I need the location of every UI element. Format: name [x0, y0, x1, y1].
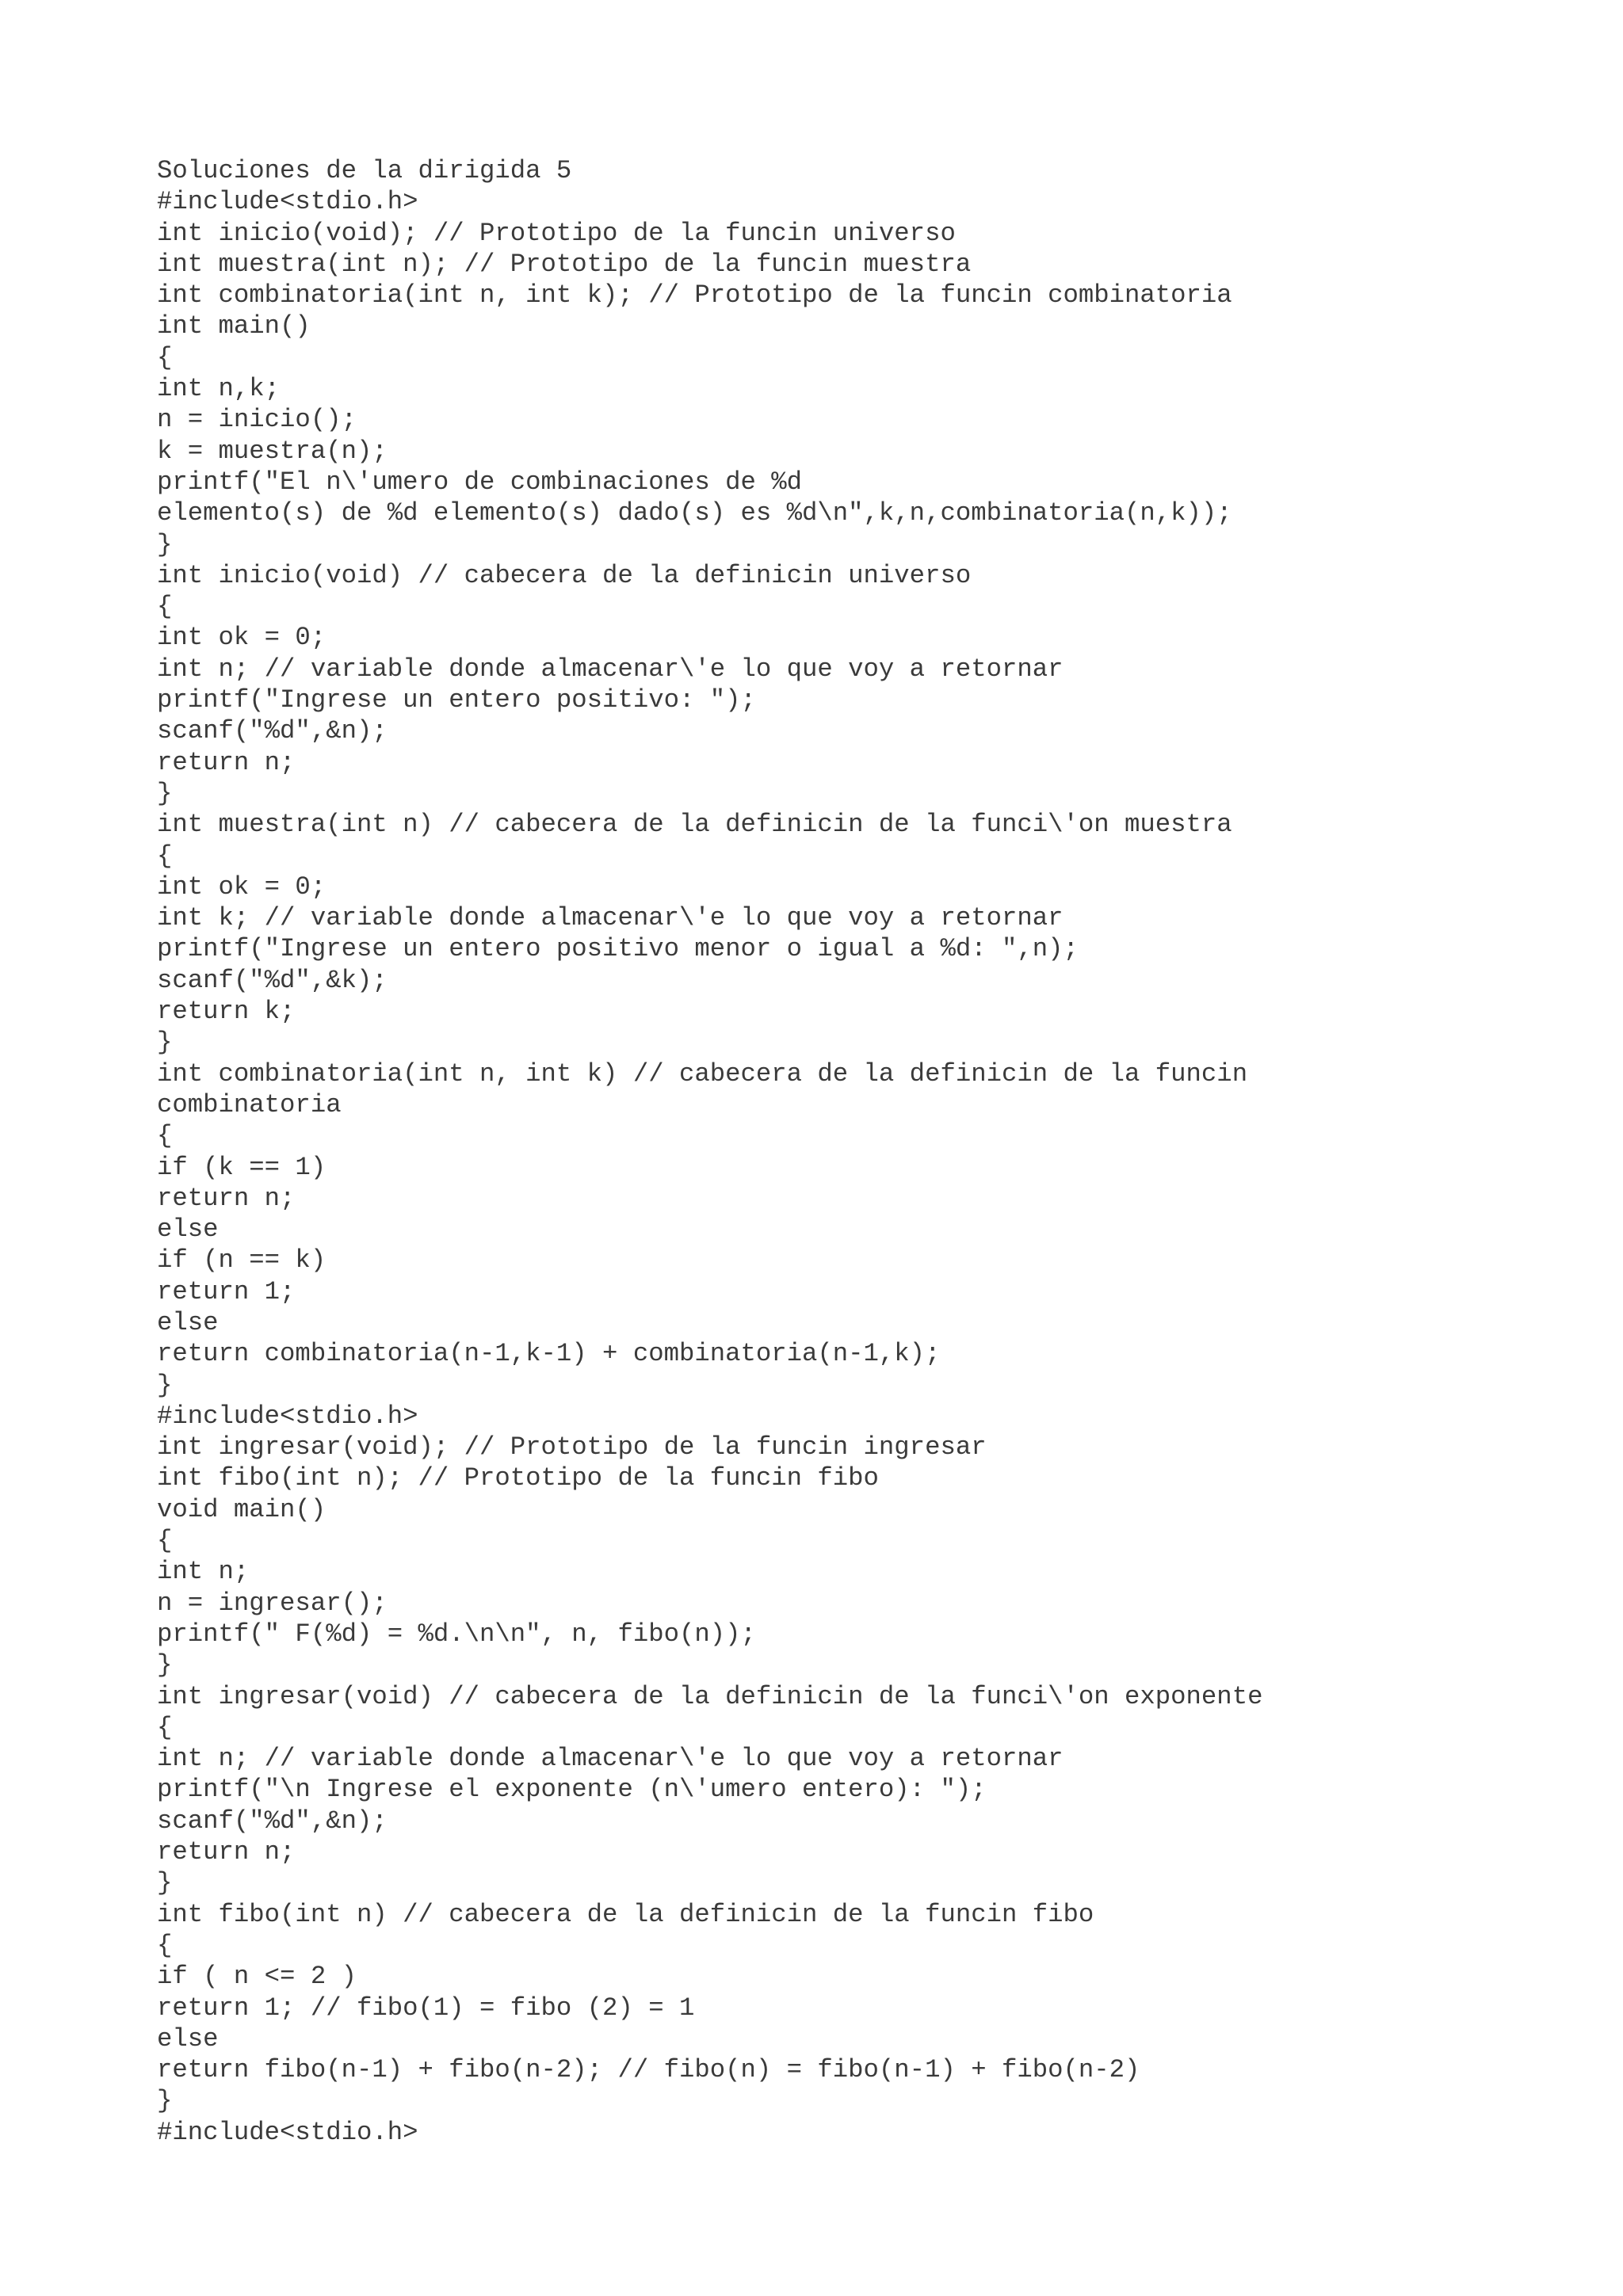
- code-line: {: [157, 1930, 173, 1960]
- code-line: if (n == k): [157, 1245, 327, 1276]
- code-line: int fibo(int n) // cabecera de la definicin de la funcin fibo: [157, 1899, 1094, 1929]
- code-line: printf("Ingrese un entero positivo menor o igual a %d: ",n);: [157, 934, 1079, 964]
- code-line: scanf("%d",&k);: [157, 965, 388, 995]
- code-line: return n;: [157, 1837, 296, 1867]
- code-line: {: [157, 1526, 173, 1556]
- code-line: #include<stdio.h>: [157, 1401, 418, 1431]
- code-line: else: [157, 2023, 219, 2054]
- code-line: combinatoria: [157, 1089, 342, 1119]
- code-line: }: [157, 1650, 173, 1680]
- code-line: int n,k;: [157, 374, 281, 404]
- code-line: return n;: [157, 747, 296, 777]
- code-line: int ingresar(void); // Prototipo de la funcin ingresar: [157, 1432, 987, 1463]
- code-line: elemento(s) de %d elemento(s) dado(s) es %d\n",k,n,combinatoria(n,k));: [157, 498, 1232, 528]
- code-line: printf("Ingrese un entero positivo: ");: [157, 685, 756, 715]
- document-title: Soluciones de la dirigida 5: [157, 156, 572, 185]
- code-line: int ok = 0;: [157, 871, 327, 902]
- code-line: return n;: [157, 1183, 296, 1213]
- code-line: scanf("%d",&n);: [157, 716, 388, 746]
- code-line: {: [157, 1121, 173, 1151]
- code-line: }: [157, 1868, 173, 1898]
- code-line: void main(): [157, 1494, 327, 1524]
- code-line: scanf("%d",&n);: [157, 1806, 388, 1836]
- code-line: }: [157, 2086, 173, 2116]
- code-line: int muestra(int n) // cabecera de la definicin de la funci\'on muestra: [157, 810, 1232, 840]
- code-line: k = muestra(n);: [157, 436, 388, 466]
- code-line: printf("El n\'umero de combinaciones de %d: [157, 467, 803, 497]
- code-line: printf(" F(%d) = %d.\n\n", n, fibo(n));: [157, 1619, 756, 1649]
- code-line: int n; // variable donde almacenar\'e lo que voy a retornar: [157, 654, 1064, 684]
- code-line: #include<stdio.h>: [157, 187, 418, 217]
- code-line: int combinatoria(int n, int k); // Prototipo de la funcin combinatoria: [157, 280, 1232, 311]
- code-line: n = ingresar();: [157, 1588, 388, 1618]
- code-line: {: [157, 1712, 173, 1742]
- code-line: {: [157, 592, 173, 622]
- code-line: }: [157, 778, 173, 808]
- code-line: if (k == 1): [157, 1152, 327, 1182]
- code-line: return combinatoria(n-1,k-1) + combinatoria(n-1,k);: [157, 1339, 941, 1369]
- code-line: {: [157, 342, 173, 372]
- code-line: #include<stdio.h>: [157, 2117, 418, 2147]
- code-line: }: [157, 1028, 173, 1058]
- code-line: else: [157, 1215, 219, 1245]
- code-line: return fibo(n-1) + fibo(n-2); // fibo(n) = fibo(n-1) + fibo(n-2): [157, 2055, 1140, 2085]
- code-line: }: [157, 1370, 173, 1400]
- code-line: int ingresar(void) // cabecera de la definicin de la funci\'on exponente: [157, 1681, 1263, 1711]
- code-line: if ( n <= 2 ): [157, 1962, 357, 1992]
- code-line: else: [157, 1307, 219, 1337]
- code-line: return 1; // fibo(1) = fibo (2) = 1: [157, 1993, 695, 2023]
- code-line: int inicio(void) // cabecera de la definicin universo: [157, 560, 972, 590]
- code-line: int muestra(int n); // Prototipo de la funcin muestra: [157, 249, 972, 279]
- code-line: int fibo(int n); // Prototipo de la funcin fibo: [157, 1463, 879, 1493]
- code-line: printf("\n Ingrese el exponente (n\'umero entero): ");: [157, 1775, 987, 1805]
- code-line: int inicio(void); // Prototipo de la funcin universo: [157, 218, 956, 248]
- code-listing: [157, 155, 1262, 2148]
- code-line: int main(): [157, 311, 311, 341]
- code-line: int ok = 0;: [157, 623, 327, 653]
- code-line: {: [157, 841, 173, 871]
- code-line: int n;: [157, 1557, 250, 1587]
- code-line: int n; // variable donde almacenar\'e lo que voy a retornar: [157, 1744, 1064, 1774]
- code-line: int k; // variable donde almacenar\'e lo que voy a retornar: [157, 903, 1064, 933]
- code-line: return 1;: [157, 1276, 296, 1306]
- code-line: int combinatoria(int n, int k) // cabecera de la definicin de la funcin: [157, 1058, 1248, 1089]
- code-line: n = inicio();: [157, 405, 357, 435]
- code-line: }: [157, 529, 173, 559]
- code-line: return k;: [157, 997, 296, 1027]
